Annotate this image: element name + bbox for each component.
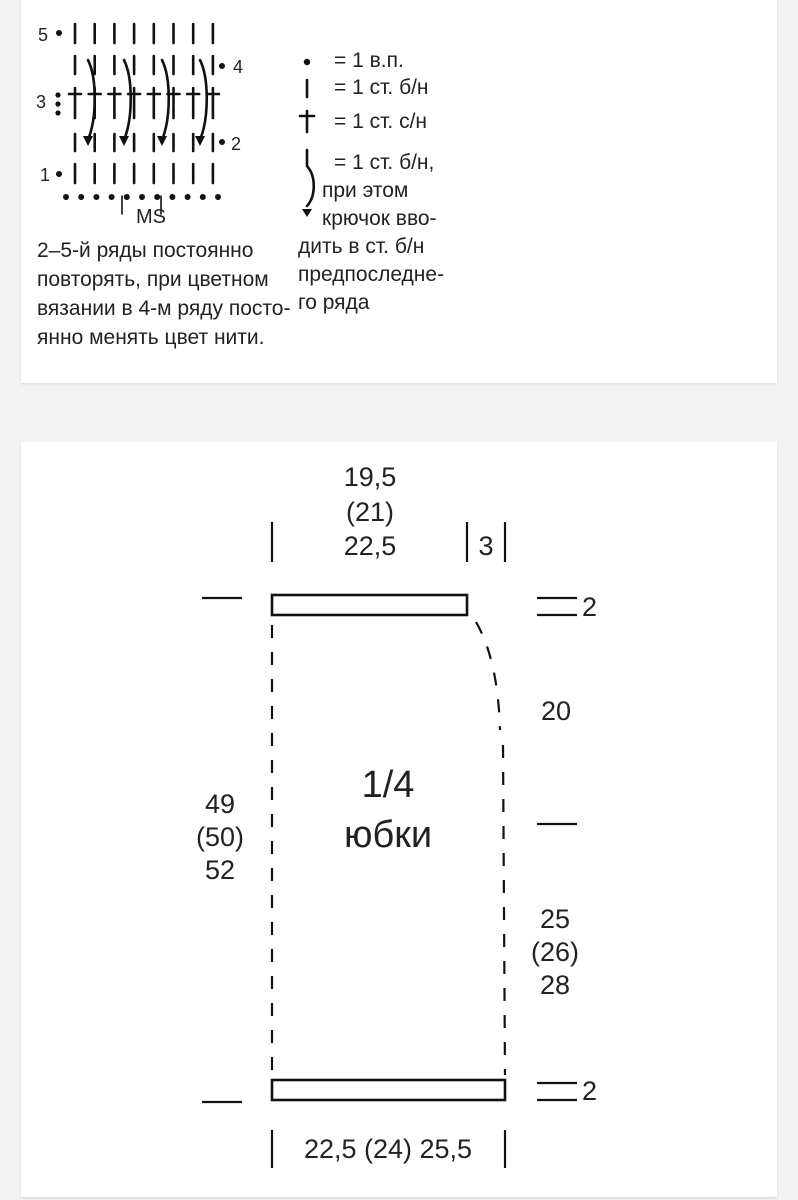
lower-height-label-3: 28: [539, 970, 571, 1000]
legend-chain-text: = 1 в.п.: [334, 49, 404, 72]
legend-long-sc-line-3: крючок вво-: [322, 207, 437, 230]
pattern-note: 2–5-й ряды постоянно повторять, при цветном вязании в 4-м ряду посто- янно менять цвет нити.: [37, 239, 291, 349]
row-number-3: 3: [36, 92, 47, 112]
legend-long-sc-line-4: дить в ст. б/н: [298, 235, 425, 258]
top-band-label: 2: [582, 592, 598, 622]
hem-band-label: 2: [582, 1076, 598, 1106]
legend-long-sc-line-2: при этом: [322, 179, 409, 202]
top-width-label-2: (21): [345, 497, 394, 527]
row-number-1: 1: [40, 165, 51, 185]
legend-double-crochet-text: = 1 ст. с/н: [334, 110, 428, 133]
lower-height-label-2: (26): [530, 937, 579, 967]
row-number-4: 4: [233, 57, 244, 77]
legend-long-sc-line-5: предпоследне-: [298, 263, 445, 286]
total-height-label-2: (50): [195, 822, 244, 852]
legend-single-crochet-text: = 1 ст. б/н: [334, 76, 429, 99]
total-height-label-3: 52: [204, 855, 236, 885]
top-width-label-1: 19,5: [343, 462, 397, 492]
waistband: [272, 595, 467, 615]
hip-curve: [476, 622, 500, 730]
upper-height-label: 20: [541, 696, 572, 726]
lower-height-label-1: 25: [539, 904, 571, 934]
total-height-label-1: 49: [204, 789, 236, 819]
top-side-label: 3: [478, 531, 494, 561]
row-number-2: 2: [231, 134, 242, 154]
row-number-5: 5: [38, 25, 49, 45]
hem-band: [272, 1080, 505, 1100]
legend-long-sc-line-6: го ряда: [298, 291, 370, 314]
legend-long-sc-line-1: = 1 ст. б/н,: [334, 151, 435, 174]
piece-label-fraction: 1/4: [361, 764, 415, 806]
repeat-label: MS: [136, 206, 166, 228]
piece-label-name: юбки: [343, 814, 433, 856]
top-width-label-3: 22,5: [343, 531, 397, 561]
bottom-width-label: 22,5 (24) 25,5: [303, 1134, 473, 1164]
